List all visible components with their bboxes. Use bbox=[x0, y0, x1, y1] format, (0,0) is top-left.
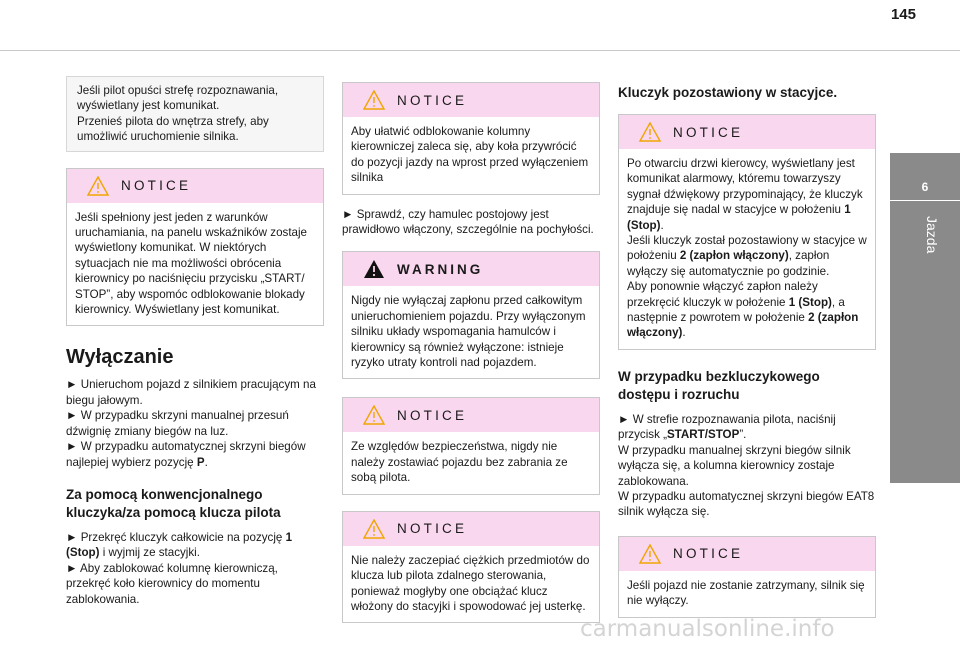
chapter-label: Jazda bbox=[924, 216, 940, 254]
warning-header bbox=[343, 252, 599, 286]
warning-text: Nigdy nie wyłączaj zapłonu przed całkowitym unieruchomieniem pojazdu. Przy wyłączonym silniku układy wspomagania hamulców i kierownicy są również wyłączone: istnieje ryzyko utraty kontroli nad pojazdem. bbox=[351, 294, 586, 370]
notice-box bbox=[342, 397, 600, 494]
chapter-number: 6 bbox=[921, 180, 929, 194]
chapter-tab[interactable] bbox=[890, 153, 960, 483]
notice-header bbox=[343, 83, 599, 117]
section-title-key-left: Kluczyk pozostawiony w stacyjce. bbox=[618, 85, 838, 100]
column-3 bbox=[618, 84, 876, 618]
top-divider bbox=[0, 50, 960, 51]
notice-box bbox=[342, 511, 600, 624]
notice-triangle-icon bbox=[363, 519, 385, 539]
notice-triangle-icon bbox=[363, 90, 385, 110]
section-title: Wyłączanie bbox=[66, 346, 174, 369]
chapter-tab-divider bbox=[890, 200, 960, 201]
notice-header bbox=[343, 398, 599, 432]
section-title-keyless: W przypadku bezkluczykowego dostępu i rozruchu bbox=[618, 368, 820, 402]
notice-text: Po otwarciu drzwi kierowcy, wyświetlany jest komunikat alarmowy, któremu towarzyszy sygnał dźwiękowy przypominający, że kluczyk znajduje się nadal w stacyjce w położeniu 1 (Stop). Jeśli kluczyk został pozostawiony w stacyjce w położeniu 2 (zapłon włączony), zapłon wyłączy się automatycznie po godzinie. Aby ponownie włączyć zapłon należy przekręcić kluczyk w położenie 1 (Stop), a następnie z powrotem w położenie 2 (zapłon włączony). bbox=[627, 157, 867, 340]
notice-triangle-icon bbox=[639, 544, 661, 564]
body-text: ► W strefie rozpoznawania pilota, naciśnij przycisk „START/STOP”. W przypadku manualnej skrzyni biegów silnik wyłącza się, a kolumna kierownicy zostaje zablokowana. W przypadku automatycznej skrzyni biegów EAT8 silnik wyłącza się. bbox=[618, 412, 875, 519]
notice-box bbox=[618, 114, 876, 350]
page-number: 145 bbox=[890, 6, 916, 23]
notice-text: Ze względów bezpieczeństwa, nigdy nie należy zostawiać pojazdu bez zabrania ze sobą pilota. bbox=[351, 440, 568, 485]
notice-title: NOTICE bbox=[397, 92, 468, 108]
notice-title: NOTICE bbox=[397, 521, 468, 537]
warning-box bbox=[342, 251, 600, 379]
column-2 bbox=[342, 82, 600, 623]
notice-text: Jeśli pojazd nie zostanie zatrzymany, silnik się nie wyłączy. bbox=[627, 578, 865, 608]
notice-header bbox=[619, 115, 875, 149]
notice-triangle-icon bbox=[639, 122, 661, 142]
notice-text: Aby ułatwić odblokowanie kolumny kierowniczej zaleca się, aby koła przywrócić do pozycji jazdy na wprost przed wyłączeniem silnika bbox=[351, 125, 589, 185]
column-1 bbox=[66, 76, 324, 607]
notice-title: NOTICE bbox=[673, 124, 744, 140]
notice-text: Jeśli spełniony jest jeden z warunków uruchamiania, na panelu wskaźników zostaje wyświetlony komunikat. W niektórych sytuacjach nie ma możliwości obrócenia kierownicy po naciśnięciu przycisku „START/ STOP”, aby wspomóc odblokowanie blokady kierownicy. Wyświetlany jest komunikat. bbox=[75, 210, 308, 317]
notice-triangle-icon bbox=[363, 405, 385, 425]
info-box-text: Jeśli pilot opuści strefę rozpoznawania, wyświetlany jest komunikat. Przenieś pilota do wnętrza strefy, aby umożliwić uruchomienie silnika. bbox=[77, 84, 279, 144]
notice-header bbox=[67, 169, 323, 203]
warning-triangle-icon bbox=[363, 259, 385, 279]
notice-box bbox=[618, 536, 876, 618]
warning-title: WARNING bbox=[397, 261, 484, 277]
notice-title: NOTICE bbox=[397, 407, 468, 423]
info-box bbox=[66, 76, 324, 152]
section-text: ► Unieruchom pojazd z silnikiem pracującym na biegu jałowym. ► W przypadku skrzyni manualnej przesuń dźwignię zmiany biegów na luz. ► W przypadku automatycznej skrzyni biegów najlepiej wybierz pozycję P. bbox=[66, 378, 316, 469]
notice-box bbox=[66, 168, 324, 327]
watermark: carmanualsonline.info bbox=[580, 616, 835, 642]
body-text: ► Sprawdź, czy hamulec postojowy jest prawidłowo włączony, szczególnie na pochyłości. bbox=[342, 207, 594, 237]
notice-text: Nie należy zaczepiać ciężkich przedmiotów do klucza lub pilota zdalnego sterowania, ponieważ mogłyby one obciążać klucz włożony do stacyjki i spowodować jej usterkę. bbox=[351, 553, 590, 613]
subsection-text: ► Przekręć kluczyk całkowicie na pozycję 1 (Stop) i wyjmij ze stacyjki. ► Aby zablokować kolumnę kierowniczą, przekręć koło kierownicy do momentu zablokowania. bbox=[66, 530, 293, 606]
notice-title: NOTICE bbox=[121, 178, 192, 194]
subsection-title: Za pomocą konwencjonalnego kluczyka/za pomocą klucza pilota bbox=[66, 486, 281, 520]
notice-header bbox=[619, 537, 875, 571]
notice-header bbox=[343, 512, 599, 546]
notice-title: NOTICE bbox=[673, 546, 744, 562]
notice-box bbox=[342, 82, 600, 195]
notice-triangle-icon bbox=[87, 176, 109, 196]
